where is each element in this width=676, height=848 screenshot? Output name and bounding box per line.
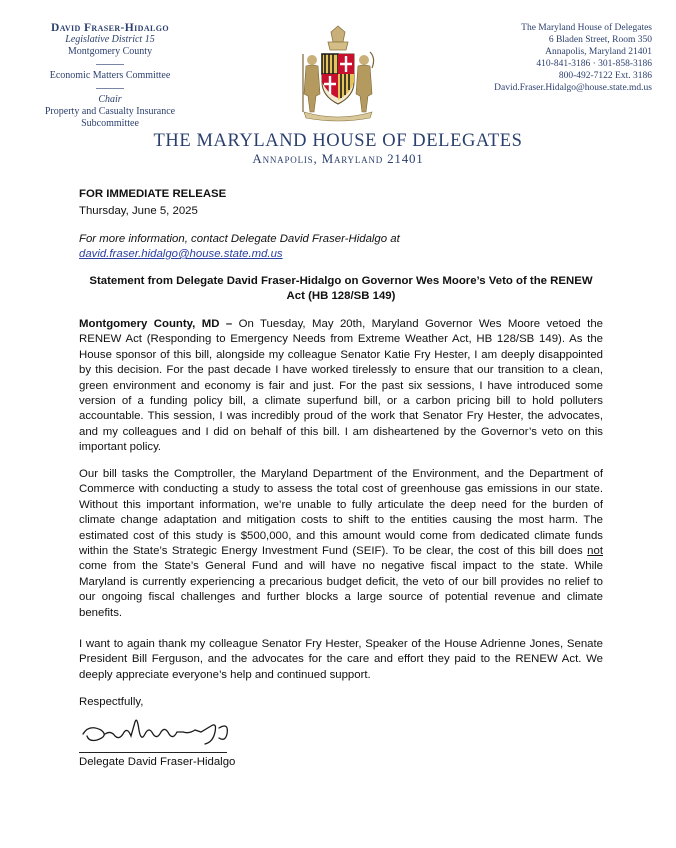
office-city: Annapolis, Maryland 21401 (545, 47, 652, 57)
chair-label: Chair (98, 94, 122, 105)
office-tollfree: 800-492-7122 Ext. 3186 (558, 71, 652, 81)
paragraph-2 (79, 467, 603, 621)
contact-line: For more information, contact Delegate David Fraser-Hidalgo at (79, 233, 400, 245)
paragraph-1-text: On Tuesday, May 20th, Maryland Governor Wes Moore vetoed the RENEW Act (Responding to Emergency Needs from Extreme Weather Act, HB 128/SB 149). As the House sponsor of this bill, alongside my colleague Senator Katie Fry Hester, I am deeply disappointed by this decision. For the past decade I have worked tirelessly to ensure that our transition to a clean, green environment and economy is fair and just. For the past six sessions, I have introduced some version of a funding policy bill, a climate superfund bill, or a carbon pricing bill to hold polluters accountable. This session, I was incredibly proud of the work that Senator Fry Hester, the advocates, and my colleagues and I did on behalf of this bill. I am disheartened by the Governor’s veto on this important policy. (79, 318, 603, 454)
signer-name: Delegate David Fraser-Hidalgo (79, 756, 236, 768)
letterhead-title: THE MARYLAND HOUSE OF DELEGATES (153, 131, 523, 151)
contact-email-link[interactable]: david.fraser.hidalgo@house.state.md.us (79, 248, 283, 260)
delegate-name: David Fraser-Hidalgo (51, 22, 169, 34)
divider (96, 88, 124, 89)
paragraph-2-text-b: come from the State’s General Fund and will have no negative fiscal impact to the state. While Maryland is currently experiencing a precarious budget deficit, the veto of our bill provides no relief to our ongoing fiscal challenges and further blocks a large source of potential revenue and climate benefits. (79, 560, 603, 619)
release-date: Thursday, June 5, 2025 (79, 205, 198, 217)
letterhead-right-block (462, 22, 652, 94)
paragraph-2-emphasis: not (587, 545, 603, 558)
paragraph-1 (79, 317, 603, 456)
county: Montgomery County (67, 46, 153, 57)
salutation: Respectfully, (79, 696, 144, 708)
release-heading: FOR IMMEDIATE RELEASE (79, 188, 227, 200)
district: Legislative District 15 (65, 34, 155, 45)
handwritten-signature (79, 712, 249, 750)
paragraph-2-text-a: Our bill tasks the Comptroller, the Maryland Department of the Environment, and the Department of Commerce with conducting a study to assess the total cost of greenhouse gas emissions in our state. Without this important information, we’re unable to fully articulate the deep need for the burden of climate change adaptation and mitigation costs to shift to the entities causing the most harm. The estimated cost of this study is $500,000, and this amount would come from dedicated climate funds within the State’s Strategic Energy Investment Fund (SEIF). To be clear, the cost of this bill does (79, 468, 603, 558)
office-street: 6 Bladen Street, Room 350 (548, 35, 652, 45)
paragraph-3: I want to again thank my colleague Senator Fry Hester, Speaker of the House Adrienne Jones, Senate President Bill Ferguson, and the advocates for the care and effort they paid to the RENEW Act. We deeply appreciate everyone’s help and continued support. (79, 638, 603, 681)
letterhead-subtitle: Annapolis, Maryland 21401 (252, 151, 424, 166)
committee: Economic Matters Committee (49, 70, 171, 81)
letterhead-left-block (20, 22, 200, 130)
statement-headline: Statement from Delegate David Fraser-Hidalgo on Governor Wes Moore’s Veto of the RENEW Act (HB 128/SB 149) (89, 275, 593, 303)
office-phones: 410-841-3186 · 301-858-3186 (536, 59, 652, 69)
subcommittee-line-1: Property and Casualty Insurance (44, 106, 176, 117)
subcommittee-line-2: Subcommittee (81, 118, 139, 129)
office-email[interactable]: David.Fraser.Hidalgo@house.state.md.us (494, 83, 652, 93)
maryland-seal-icon (298, 24, 378, 124)
paragraph-1-lead: Montgomery County, MD – (79, 318, 233, 330)
divider (96, 64, 124, 65)
office-name: The Maryland House of Delegates (521, 23, 652, 33)
signature-line (79, 752, 227, 753)
